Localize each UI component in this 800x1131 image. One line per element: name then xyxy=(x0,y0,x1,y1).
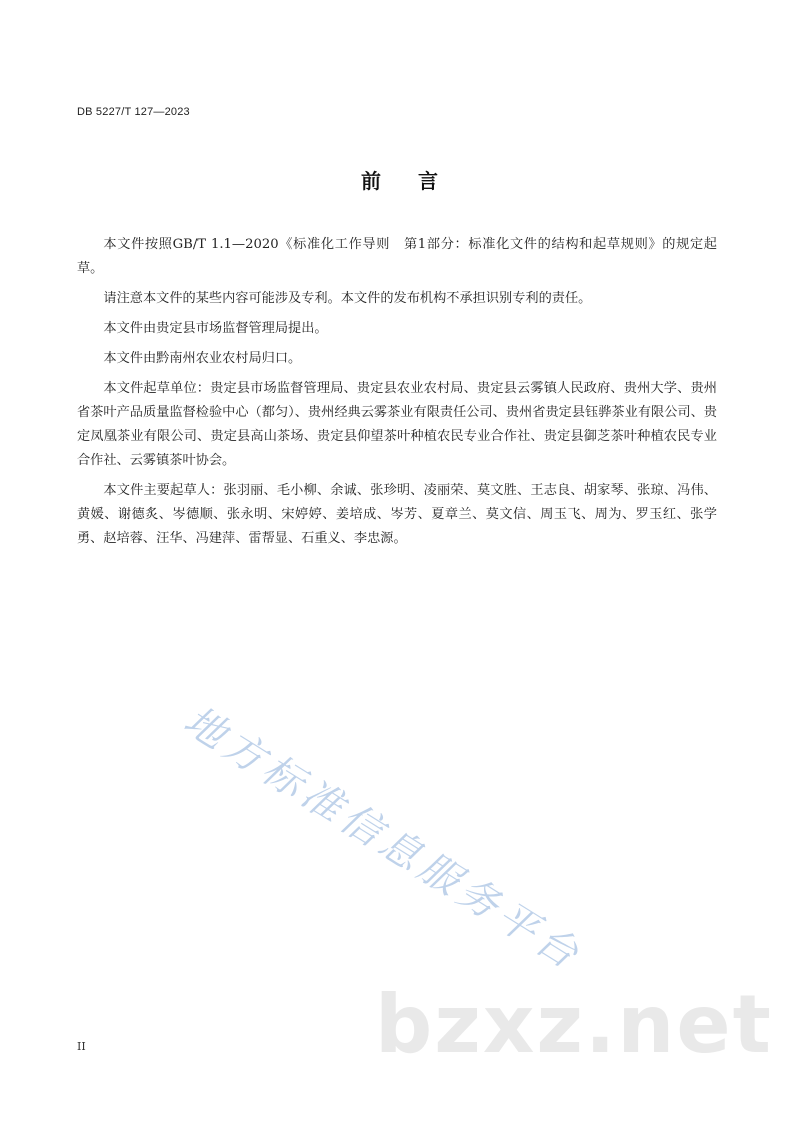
paragraph-centralized-unit: 本文件由黔南州农业农村局归口。 xyxy=(103,351,302,366)
page-title xyxy=(0,165,800,194)
title-char-1: 前 xyxy=(361,169,382,193)
foreword-body xyxy=(77,233,717,557)
document-code: DB 5227/T 127—2023 xyxy=(77,106,190,118)
title-char-2: 言 xyxy=(418,169,439,193)
watermark-url: bzxz.net xyxy=(375,978,773,1071)
paragraph-patent-notice: 请注意本文件的某些内容可能涉及专利。本文件的发布机构不承担识别专利的责任。 xyxy=(103,291,592,306)
paragraph-drafters: 本文件主要起草人：张羽丽、毛小柳、余诚、张珍明、凌丽荣、莫文胜、王志良、胡家琴、张琼、冯伟、黄媛、谢德炙、岑德顺、张永明、宋婷婷、姜培成、岑芳、夏章兰、莫文信、周玉飞、周为、罗玉红、张学勇、赵培蓉、汪华、冯建萍、雷帮显、石重义、李忠源。 xyxy=(77,483,717,546)
paragraph-drafting-rules: 本文件按照GB/T 1.1—2020《标准化工作导则 第1部分：标准化文件的结构和起草规则》的规定起草。 xyxy=(77,237,717,276)
paragraph-drafting-units: 本文件起草单位：贵定县市场监督管理局、贵定县农业农村局、贵定县云雾镇人民政府、贵州大学、贵州省茶叶产品质量监督检验中心（都匀）、贵州经典云雾茶业有限责任公司、贵州省贵定县钰骅茶业有限公司、贵定凤凰茶业有限公司、贵定县高山茶场、贵定县仰望茶叶种植农民专业合作社、贵定县御芝茶叶种植农民专业合作社、云雾镇茶叶协会。 xyxy=(77,381,717,468)
paragraph-proposer: 本文件由贵定县市场监督管理局提出。 xyxy=(103,321,328,336)
watermark-text: 地方标准信息服务平台 xyxy=(175,697,591,981)
page-number: II xyxy=(77,1040,86,1053)
